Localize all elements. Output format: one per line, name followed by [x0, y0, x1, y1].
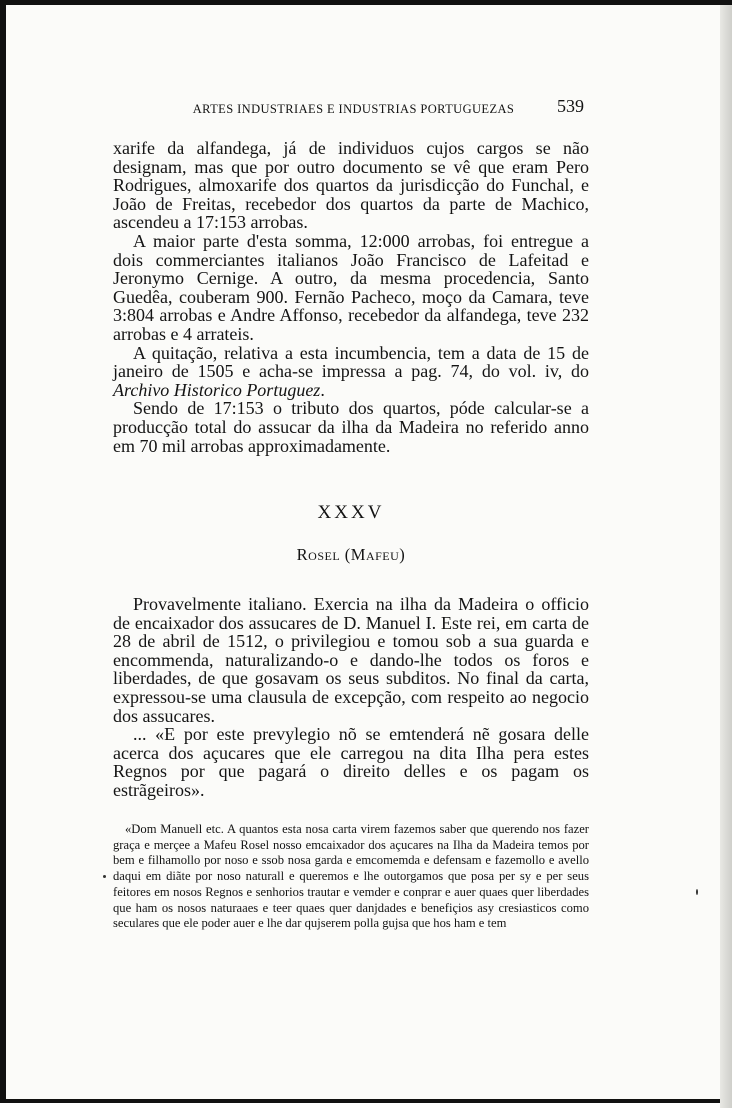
continued-text-block: [113, 139, 589, 455]
archive-title: Archivo Historico Portuguez: [113, 379, 321, 400]
footnote: [113, 822, 589, 932]
ink-speck: [696, 889, 698, 895]
paragraph-quitacao: [113, 344, 589, 400]
quitacao-end: .: [320, 379, 325, 400]
section-number: XXXV: [317, 502, 385, 523]
entry-text-block: [113, 595, 589, 800]
running-title: ARTES INDUSTRIAES E INDUSTRIAS PORTUGUEZAS: [192, 102, 515, 116]
page-number: 539: [557, 96, 584, 116]
footnote-text: «Dom Manuell etc. A quantos esta nosa carta virem fazemos saber que querendo nos fazer graça e merçee a Mafeu Rosel nosso emcaixador dos açucares na Ilha da Madeira temos por bem e filhamollo por noso e ssob nosa garda e emcomemda e defensam e fazemollo e avello daqui em diãte por noso naturall e queremos e lhe outorgamos que posa per sy e per seus feitores em nosos Regnos e senhorios trautar e vemder e conprar e auer quaes quer liberdades que ham os nosos naturaaes e teer quaes quer danjdades e benefiçios asy cresiasticos como seculares que ele poder auer e lhe dar qujserem polla gujsa que hos ham e tem: [113, 822, 589, 931]
page-edge-shadow: [720, 5, 732, 1108]
paragraph-total-production: Sendo de 17:153 o tributo dos quartos, póde calcular-se a producção total do assucar da ilha da Madeira no referido anno em 70 mil arrobas approximadamente.: [113, 398, 589, 456]
paragraph-biography: Provavelmente italiano. Exercia na ilha da Madeira o officio de encaixador dos assucares de D. Manuel I. Este rei, em carta de 28 de abril de 1512, o privilegiou e tomou sob a sua guarda e encommenda, naturalizando-o e dando-lhe todos os foros e liberdades, de que gosavam os seus subditos. No final da carta, expressou-se uma clausula de excepção, com respeito ao negocio dos assucares.: [113, 594, 589, 726]
quitacao-text: A quitação, relativa a esta incumbencia, tem a data de 15 de janeiro de 1505 e acha-se impressa a pag. 74, do vol. iv, do: [113, 342, 589, 382]
paragraph-quotation: ... «E por este prevylegio nõ se emtenderá nẽ gosara delle acerca dos açucares que ele carregou na dita Ilha pera estes Regnos por que pagará o direito delles e os pagam os estrãgeiros».: [113, 724, 589, 800]
ink-speck: [103, 875, 106, 878]
entry-heading: Rosel (Mafeu): [296, 545, 406, 564]
paragraph-sugar-distribution: A maior parte d'esta somma, 12:000 arrobas, foi entregue a dois commerciantes italianos João Francisco de Lafeitad e Jeronymo Cernige. A outro, da mesma procedencia, Santo Guedêa, couberam 900. Fernão Pacheco, moço da Camara, teve 3:804 arrobas e Andre Affonso, recebedor da alfandega, teve 232 arrobas e 4 arrateis.: [113, 230, 589, 344]
paragraph-continued: xarife da alfandega, já de individuos cujos cargos se não designam, mas que por outro documento se vê que eram Pero Rodrigues, almoxarife dos quartos da jurisdicção do Funchal, e João de Freitas, recebedor dos quartos da parte de Machico, ascendeu a 17:153 arrobas.: [113, 138, 589, 233]
